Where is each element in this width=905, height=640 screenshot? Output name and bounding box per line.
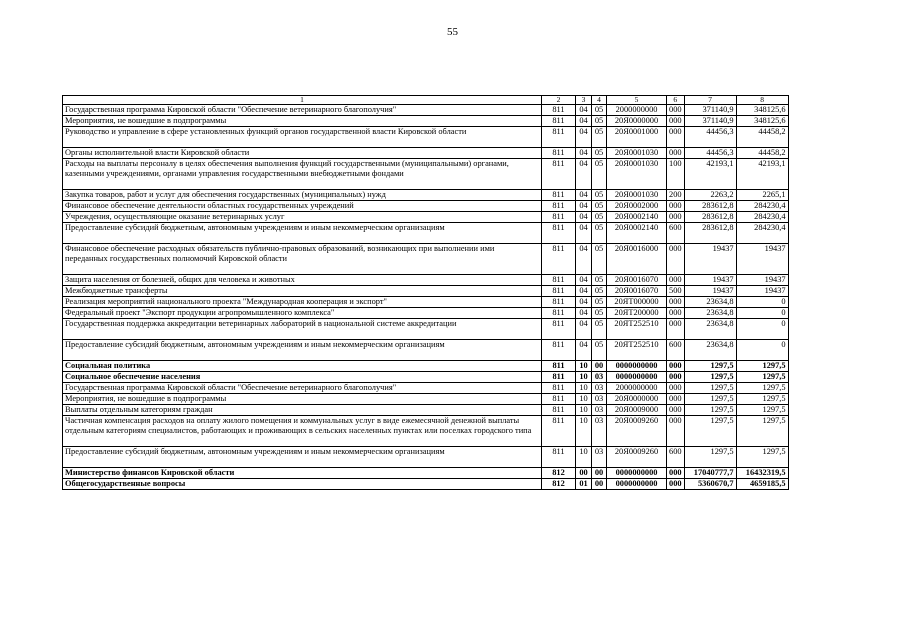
section-code-cell: 04	[576, 105, 592, 116]
target-article-cell: 20Я0000000	[607, 116, 667, 127]
row-name-cell: Реализация мероприятий национального проекта "Международная кооперация и экспорт"	[63, 297, 542, 308]
expense-type-cell: 100	[667, 159, 685, 190]
amount-year2-cell: 0	[736, 319, 788, 340]
section-code-cell: 04	[576, 159, 592, 190]
subsection-code-cell: 05	[592, 127, 607, 148]
table-row	[63, 447, 789, 468]
target-article-cell: 0000000000	[607, 479, 667, 490]
amount-year1-cell: 371140,9	[684, 105, 736, 116]
table-row	[63, 275, 789, 286]
row-name-cell: Министерство финансов Кировской области	[63, 468, 542, 479]
subsection-code-cell: 05	[592, 340, 607, 361]
section-code-cell: 10	[576, 372, 592, 383]
target-article-cell: 20Я0002140	[607, 212, 667, 223]
subsection-code-cell: 05	[592, 105, 607, 116]
chapter-code-cell: 811	[542, 244, 576, 275]
amount-year2-cell: 16432319,5	[736, 468, 788, 479]
subsection-code-cell: 05	[592, 275, 607, 286]
table-row	[63, 416, 789, 447]
table-row	[63, 372, 789, 383]
subsection-code-cell: 03	[592, 372, 607, 383]
target-article-cell: 20Я0001030	[607, 148, 667, 159]
expense-type-cell: 000	[667, 394, 685, 405]
table-row	[63, 148, 789, 159]
header-cell: 1	[63, 96, 542, 105]
header-cell: 5	[607, 96, 667, 105]
header-cell: 7	[684, 96, 736, 105]
amount-year1-cell: 1297,5	[684, 416, 736, 447]
target-article-cell: 20Я0009000	[607, 405, 667, 416]
expense-type-cell: 000	[667, 468, 685, 479]
section-code-cell: 04	[576, 244, 592, 275]
amount-year1-cell: 44456,3	[684, 148, 736, 159]
chapter-code-cell: 811	[542, 275, 576, 286]
section-code-cell: 04	[576, 116, 592, 127]
expense-type-cell: 000	[667, 127, 685, 148]
expense-type-cell: 000	[667, 297, 685, 308]
amount-year1-cell: 17040777,7	[684, 468, 736, 479]
section-code-cell: 04	[576, 340, 592, 361]
expense-type-cell: 000	[667, 479, 685, 490]
subsection-code-cell: 05	[592, 319, 607, 340]
table-row	[63, 159, 789, 190]
section-code-cell: 10	[576, 383, 592, 394]
target-article-cell: 0000000000	[607, 372, 667, 383]
amount-year2-cell: 1297,5	[736, 416, 788, 447]
row-name-cell: Финансовое обеспечение деятельности областных государственных учреждений	[63, 201, 542, 212]
row-name-cell: Федеральный проект "Экспорт продукции агропромышленного комплекса"	[63, 308, 542, 319]
subsection-code-cell: 05	[592, 159, 607, 190]
subsection-code-cell: 05	[592, 212, 607, 223]
target-article-cell: 2000000000	[607, 383, 667, 394]
row-name-cell: Мероприятия, не вошедшие в подпрограммы	[63, 394, 542, 405]
amount-year1-cell: 44456,3	[684, 127, 736, 148]
budget-table	[62, 95, 789, 490]
chapter-code-cell: 812	[542, 479, 576, 490]
amount-year2-cell: 1297,5	[736, 361, 788, 372]
expense-type-cell: 000	[667, 416, 685, 447]
expense-type-cell: 600	[667, 447, 685, 468]
chapter-code-cell: 811	[542, 201, 576, 212]
table-row	[63, 244, 789, 275]
amount-year1-cell: 283612,8	[684, 201, 736, 212]
amount-year2-cell: 1297,5	[736, 394, 788, 405]
expense-type-cell: 000	[667, 244, 685, 275]
amount-year2-cell: 19437	[736, 286, 788, 297]
amount-year1-cell: 2263,2	[684, 190, 736, 201]
subsection-code-cell: 03	[592, 416, 607, 447]
amount-year1-cell: 1297,5	[684, 405, 736, 416]
chapter-code-cell: 811	[542, 116, 576, 127]
amount-year2-cell: 44458,2	[736, 148, 788, 159]
subsection-code-cell: 05	[592, 201, 607, 212]
subsection-code-cell: 03	[592, 394, 607, 405]
row-name-cell: Социальное обеспечение населения	[63, 372, 542, 383]
expense-type-cell: 600	[667, 223, 685, 244]
amount-year2-cell: 1297,5	[736, 372, 788, 383]
expense-type-cell: 000	[667, 116, 685, 127]
section-code-cell: 04	[576, 297, 592, 308]
amount-year2-cell: 284230,4	[736, 223, 788, 244]
chapter-code-cell: 811	[542, 212, 576, 223]
amount-year1-cell: 371140,9	[684, 116, 736, 127]
header-row	[63, 96, 789, 105]
amount-year2-cell: 284230,4	[736, 201, 788, 212]
subsection-code-cell: 03	[592, 405, 607, 416]
amount-year1-cell: 19437	[684, 286, 736, 297]
amount-year2-cell: 348125,6	[736, 105, 788, 116]
amount-year2-cell: 42193,1	[736, 159, 788, 190]
expense-type-cell: 000	[667, 148, 685, 159]
table-row	[63, 297, 789, 308]
amount-year1-cell: 19437	[684, 244, 736, 275]
amount-year1-cell: 23634,8	[684, 297, 736, 308]
section-code-cell: 04	[576, 190, 592, 201]
expense-type-cell: 000	[667, 212, 685, 223]
target-article-cell: 20Я0001030	[607, 159, 667, 190]
amount-year1-cell: 19437	[684, 275, 736, 286]
section-code-cell: 04	[576, 212, 592, 223]
header-cell: 6	[667, 96, 685, 105]
subsection-code-cell: 03	[592, 383, 607, 394]
target-article-cell: 20Я0002000	[607, 201, 667, 212]
chapter-code-cell: 811	[542, 308, 576, 319]
header-cell: 4	[592, 96, 607, 105]
section-code-cell: 10	[576, 416, 592, 447]
section-code-cell: 04	[576, 148, 592, 159]
table-row	[63, 479, 789, 490]
table-row	[63, 286, 789, 297]
amount-year2-cell: 0	[736, 308, 788, 319]
expense-type-cell: 000	[667, 361, 685, 372]
chapter-code-cell: 811	[542, 223, 576, 244]
target-article-cell: 2000000000	[607, 105, 667, 116]
target-article-cell: 20ЯТ252510	[607, 340, 667, 361]
target-article-cell: 20Я0009260	[607, 416, 667, 447]
section-code-cell: 10	[576, 394, 592, 405]
target-article-cell: 20Я0001000	[607, 127, 667, 148]
section-code-cell: 04	[576, 127, 592, 148]
subsection-code-cell: 00	[592, 361, 607, 372]
table-row	[63, 127, 789, 148]
amount-year2-cell: 0	[736, 340, 788, 361]
chapter-code-cell: 811	[542, 361, 576, 372]
header-cell: 2	[542, 96, 576, 105]
subsection-code-cell: 00	[592, 479, 607, 490]
subsection-code-cell: 05	[592, 116, 607, 127]
table-row	[63, 361, 789, 372]
amount-year2-cell: 348125,6	[736, 116, 788, 127]
amount-year2-cell: 284230,4	[736, 212, 788, 223]
chapter-code-cell: 811	[542, 190, 576, 201]
amount-year1-cell: 1297,5	[684, 383, 736, 394]
row-name-cell: Предоставление субсидий бюджетным, автономным учреждениям и иным некоммерческим организациям	[63, 340, 542, 361]
amount-year1-cell: 42193,1	[684, 159, 736, 190]
table-row	[63, 308, 789, 319]
target-article-cell: 20Я0016070	[607, 275, 667, 286]
row-name-cell: Защита населения от болезней, общих для человека и животных	[63, 275, 542, 286]
chapter-code-cell: 811	[542, 159, 576, 190]
expense-type-cell: 000	[667, 372, 685, 383]
target-article-cell: 0000000000	[607, 361, 667, 372]
target-article-cell: 20ЯТ200000	[607, 308, 667, 319]
row-name-cell: Руководство и управление в сфере установленных функций органов государственной власти Кировской области	[63, 127, 542, 148]
section-code-cell: 04	[576, 286, 592, 297]
chapter-code-cell: 811	[542, 405, 576, 416]
amount-year1-cell: 1297,5	[684, 372, 736, 383]
amount-year2-cell: 19437	[736, 244, 788, 275]
row-name-cell: Расходы на выплаты персоналу в целях обеспечения выполнения функций государственными (муниципальными) органами, казенными учреждениями, органами управления государственными внебюджетными фондами	[63, 159, 542, 190]
amount-year1-cell: 283612,8	[684, 223, 736, 244]
amount-year1-cell: 23634,8	[684, 319, 736, 340]
table-row	[63, 212, 789, 223]
expense-type-cell: 000	[667, 308, 685, 319]
section-code-cell: 04	[576, 275, 592, 286]
amount-year1-cell: 1297,5	[684, 394, 736, 405]
row-name-cell: Мероприятия, не вошедшие в подпрограммы	[63, 116, 542, 127]
table-row	[63, 468, 789, 479]
table-row	[63, 201, 789, 212]
page-number: 55	[447, 26, 458, 38]
row-name-cell: Предоставление субсидий бюджетным, автономным учреждениям и иным некоммерческим организациям	[63, 447, 542, 468]
row-name-cell: Государственная программа Кировской области "Обеспечение ветеринарного благополучия"	[63, 105, 542, 116]
header-cell: 3	[576, 96, 592, 105]
amount-year1-cell: 5360670,7	[684, 479, 736, 490]
subsection-code-cell: 05	[592, 286, 607, 297]
amount-year1-cell: 283612,8	[684, 212, 736, 223]
chapter-code-cell: 811	[542, 447, 576, 468]
section-code-cell: 04	[576, 319, 592, 340]
table-row	[63, 319, 789, 340]
subsection-code-cell: 05	[592, 148, 607, 159]
expense-type-cell: 000	[667, 275, 685, 286]
target-article-cell: 0000000000	[607, 468, 667, 479]
target-article-cell: 20Я0016070	[607, 286, 667, 297]
row-name-cell: Общегосударственные вопросы	[63, 479, 542, 490]
subsection-code-cell: 05	[592, 223, 607, 244]
amount-year2-cell: 1297,5	[736, 405, 788, 416]
row-name-cell: Государственная поддержка аккредитации ветеринарных лабораторий в национальной системе аккредитации	[63, 319, 542, 340]
subsection-code-cell: 05	[592, 190, 607, 201]
section-code-cell: 10	[576, 447, 592, 468]
target-article-cell: 20ЯТ000000	[607, 297, 667, 308]
expense-type-cell: 200	[667, 190, 685, 201]
chapter-code-cell: 811	[542, 148, 576, 159]
target-article-cell: 20Я0001030	[607, 190, 667, 201]
row-name-cell: Государственная программа Кировской области "Обеспечение ветеринарного благополучия"	[63, 383, 542, 394]
expense-type-cell: 000	[667, 201, 685, 212]
target-article-cell: 20Я0002140	[607, 223, 667, 244]
subsection-code-cell: 05	[592, 297, 607, 308]
table-row	[63, 405, 789, 416]
row-name-cell: Социальная политика	[63, 361, 542, 372]
chapter-code-cell: 811	[542, 105, 576, 116]
table-row	[63, 223, 789, 244]
amount-year2-cell: 44458,2	[736, 127, 788, 148]
chapter-code-cell: 811	[542, 340, 576, 361]
amount-year2-cell: 1297,5	[736, 447, 788, 468]
section-code-cell: 01	[576, 479, 592, 490]
target-article-cell: 20Я0009260	[607, 447, 667, 468]
expense-type-cell: 000	[667, 383, 685, 394]
table-row	[63, 383, 789, 394]
section-code-cell: 00	[576, 468, 592, 479]
target-article-cell: 20Я0016000	[607, 244, 667, 275]
amount-year1-cell: 1297,5	[684, 361, 736, 372]
chapter-code-cell: 811	[542, 286, 576, 297]
row-name-cell: Частичная компенсация расходов на оплату жилого помещения и коммунальных услуг в виде ежемесячной денежной выплаты отдельным категориям специалистов, работающих и проживающих в сельских населенных пунктах или поселках городского типа	[63, 416, 542, 447]
table-row	[63, 116, 789, 127]
chapter-code-cell: 811	[542, 383, 576, 394]
section-code-cell: 04	[576, 223, 592, 244]
target-article-cell: 20ЯТ252510	[607, 319, 667, 340]
row-name-cell: Выплаты отдельным категориям граждан	[63, 405, 542, 416]
chapter-code-cell: 811	[542, 394, 576, 405]
section-code-cell: 04	[576, 308, 592, 319]
table-row	[63, 394, 789, 405]
row-name-cell: Финансовое обеспечение расходных обязательств публично-правовых образований, возникающих при выполнении ими переданных государственных полномочий Кировской области	[63, 244, 542, 275]
expense-type-cell: 000	[667, 405, 685, 416]
row-name-cell: Закупка товаров, работ и услуг для обеспечения государственных (муниципальных) нужд	[63, 190, 542, 201]
row-name-cell: Учреждения, осуществляющие оказание ветеринарных услуг	[63, 212, 542, 223]
amount-year2-cell: 19437	[736, 275, 788, 286]
expense-type-cell: 500	[667, 286, 685, 297]
expense-type-cell: 000	[667, 319, 685, 340]
chapter-code-cell: 811	[542, 372, 576, 383]
table-row	[63, 190, 789, 201]
subsection-code-cell: 00	[592, 468, 607, 479]
header-cell: 8	[736, 96, 788, 105]
row-name-cell: Органы исполнительной власти Кировской области	[63, 148, 542, 159]
section-code-cell: 10	[576, 361, 592, 372]
table-row	[63, 340, 789, 361]
chapter-code-cell: 811	[542, 297, 576, 308]
expense-type-cell: 600	[667, 340, 685, 361]
subsection-code-cell: 05	[592, 308, 607, 319]
table-row	[63, 105, 789, 116]
subsection-code-cell: 05	[592, 244, 607, 275]
amount-year1-cell: 23634,8	[684, 308, 736, 319]
amount-year1-cell: 1297,5	[684, 447, 736, 468]
expense-type-cell: 000	[667, 105, 685, 116]
row-name-cell: Межбюджетные трансферты	[63, 286, 542, 297]
chapter-code-cell: 811	[542, 416, 576, 447]
row-name-cell: Предоставление субсидий бюджетным, автономным учреждениям и иным некоммерческим организациям	[63, 223, 542, 244]
chapter-code-cell: 812	[542, 468, 576, 479]
amount-year2-cell: 0	[736, 297, 788, 308]
section-code-cell: 04	[576, 201, 592, 212]
amount-year1-cell: 23634,8	[684, 340, 736, 361]
amount-year2-cell: 1297,5	[736, 383, 788, 394]
chapter-code-cell: 811	[542, 319, 576, 340]
amount-year2-cell: 2265,1	[736, 190, 788, 201]
chapter-code-cell: 811	[542, 127, 576, 148]
subsection-code-cell: 03	[592, 447, 607, 468]
section-code-cell: 10	[576, 405, 592, 416]
target-article-cell: 20Я0000000	[607, 394, 667, 405]
amount-year2-cell: 4659185,5	[736, 479, 788, 490]
